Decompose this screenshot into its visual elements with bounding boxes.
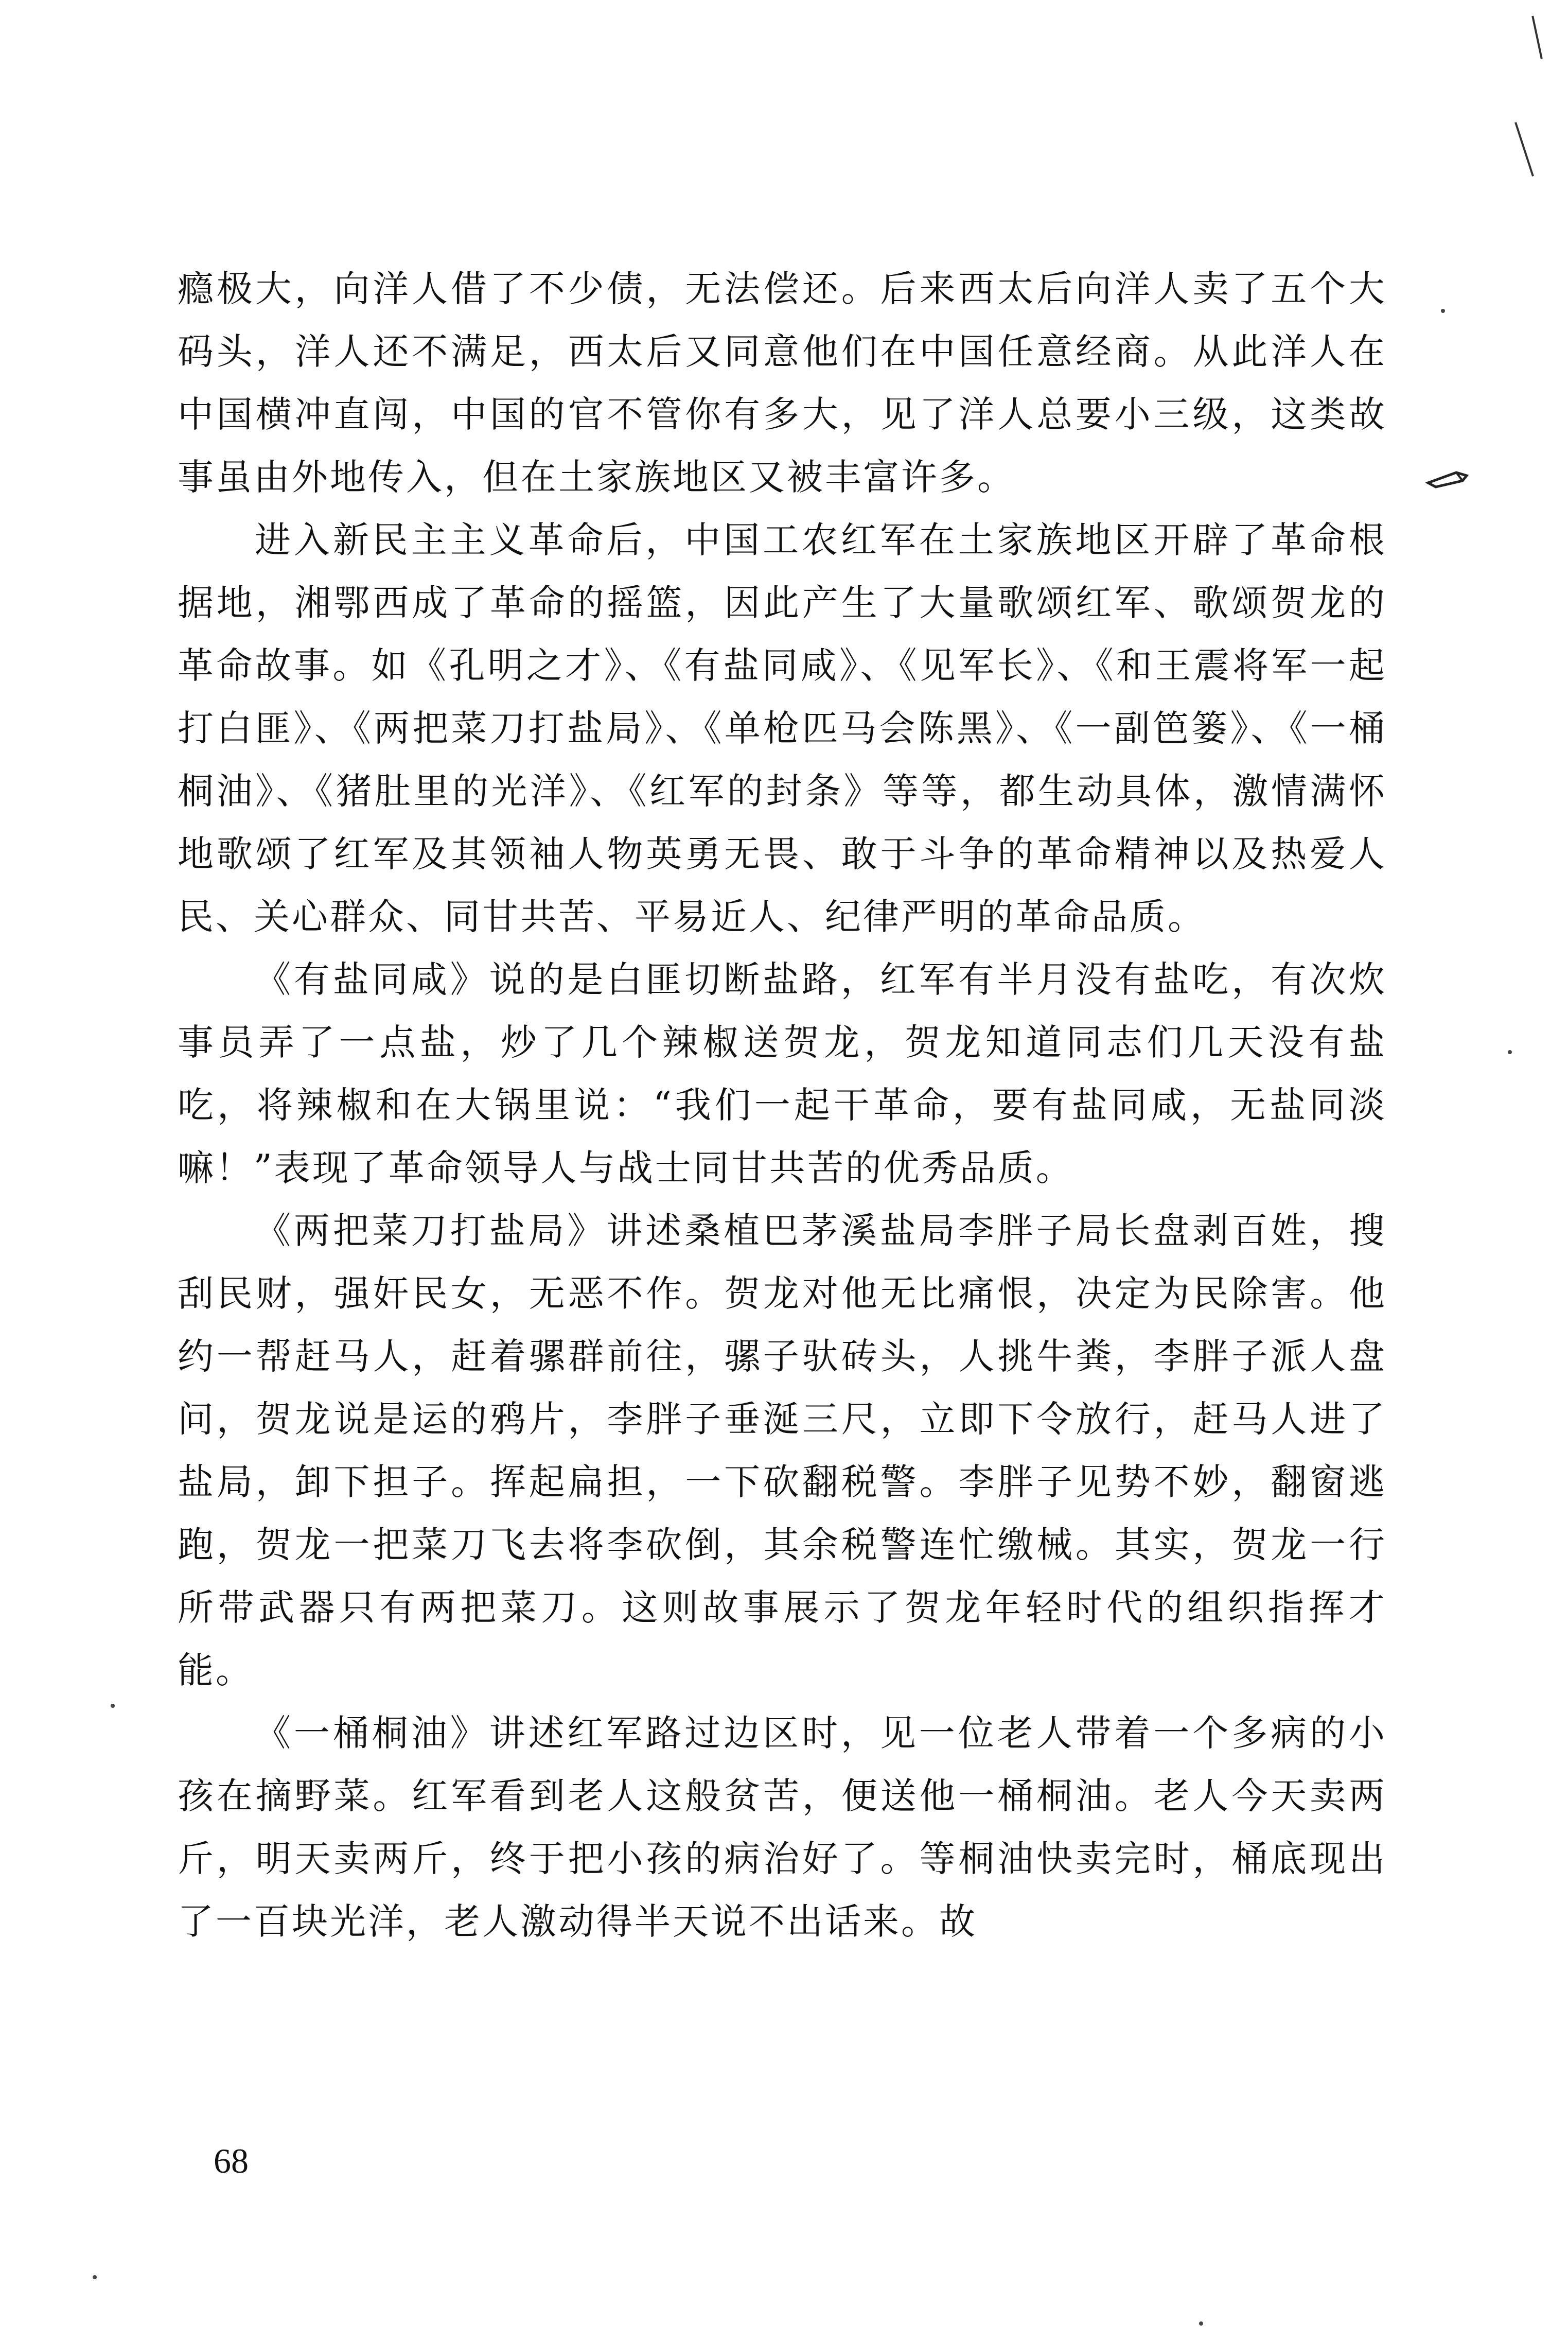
scan-mark — [1514, 122, 1534, 177]
paragraph: 进入新民主主义革命后，中国工农红军在土家族地区开辟了革命根据地，湘鄂西成了革命的摇篮，因此产生了大量歌颂红军、歌颂贺龙的革命故事。如《孔明之才》、《有盐同咸》、《见军长》、《和王震将军一起打白匪》、《两把菜刀打盐局》、《单枪匹马会陈黑》、《一副笆篓》、《一桶桐油》、《猪肚里的光洋》、《红军的封条》等等，都生动具体，激情满怀地歌颂了红军及其领袖人物英勇无畏、敢于斗争的革命精神以及热爱人民、关心群众、同甘共苦、平易近人、纪律严明的革命品质。 — [178, 519, 1387, 938]
paragraph: 《有盐同咸》说的是白匪切断盐路，红军有半月没有盐吃，有次炊事员弄了一点盐，炒了几个辣椒送贺龙，贺龙知道同志们几天没有盐吃，将辣椒和在大锅里说：“我们一起干革命，要有盐同咸，无盐同淡嘛！”表现了革命领导人与战士同甘共苦的优秀品质。 — [178, 958, 1387, 1189]
scan-dot — [1441, 309, 1445, 313]
paragraph: 《两把菜刀打盐局》讲述桑植巴茅溪盐局李胖子局长盘剥百姓，搜刮民财，强奸民女，无恶不作。贺龙对他无比痛恨，决定为民除害。他约一帮赶马人，赶着骡群前往，骡子驮砖头，人挑牛粪，李胖子派人盘问，贺龙说是运的鸦片，李胖子垂涎三尺，立即下令放行，赶马人进了盐局，卸下担子。挥起扁担，一下砍翻税警。李胖子见势不妙，翻窗逃跑，贺龙一把菜刀飞去将李砍倒，其余税警连忙缴械。其实，贺龙一行所带武器只有两把菜刀。这则故事展示了贺龙年轻时代的组织指挥才能。 — [178, 1210, 1387, 1691]
scan-dot — [93, 2275, 97, 2279]
scan-dot — [1199, 2321, 1203, 2326]
scan-dot — [111, 1704, 115, 1708]
body-text — [178, 257, 1387, 1953]
paragraph: 瘾极大，向洋人借了不少债，无法偿还。后来西太后向洋人卖了五个大码头，洋人还不满足，西太后又同意他们在中国任意经商。从此洋人在中国横冲直闯，中国的官不管你有多大，见了洋人总要小三级，这类故事虽由外地传入，但在土家族地区又被丰富许多。 — [178, 268, 1387, 498]
paragraph: 《一桶桐油》讲述红军路过边区时，见一位老人带着一个多病的小孩在摘野菜。红军看到老人这般贫苦，便送他一桶桐油。老人今天卖两斤，明天卖两斤，终于把小孩的病治好了。等桐油快卖完时，桶底现出了一百块光洋，老人激动得半天说不出话来。故 — [178, 1712, 1387, 1943]
scan-dot — [1508, 1050, 1512, 1054]
pencil-mark-icon — [1425, 468, 1472, 489]
page-number: 68 — [214, 2141, 249, 2180]
scan-mark — [1531, 16, 1543, 59]
